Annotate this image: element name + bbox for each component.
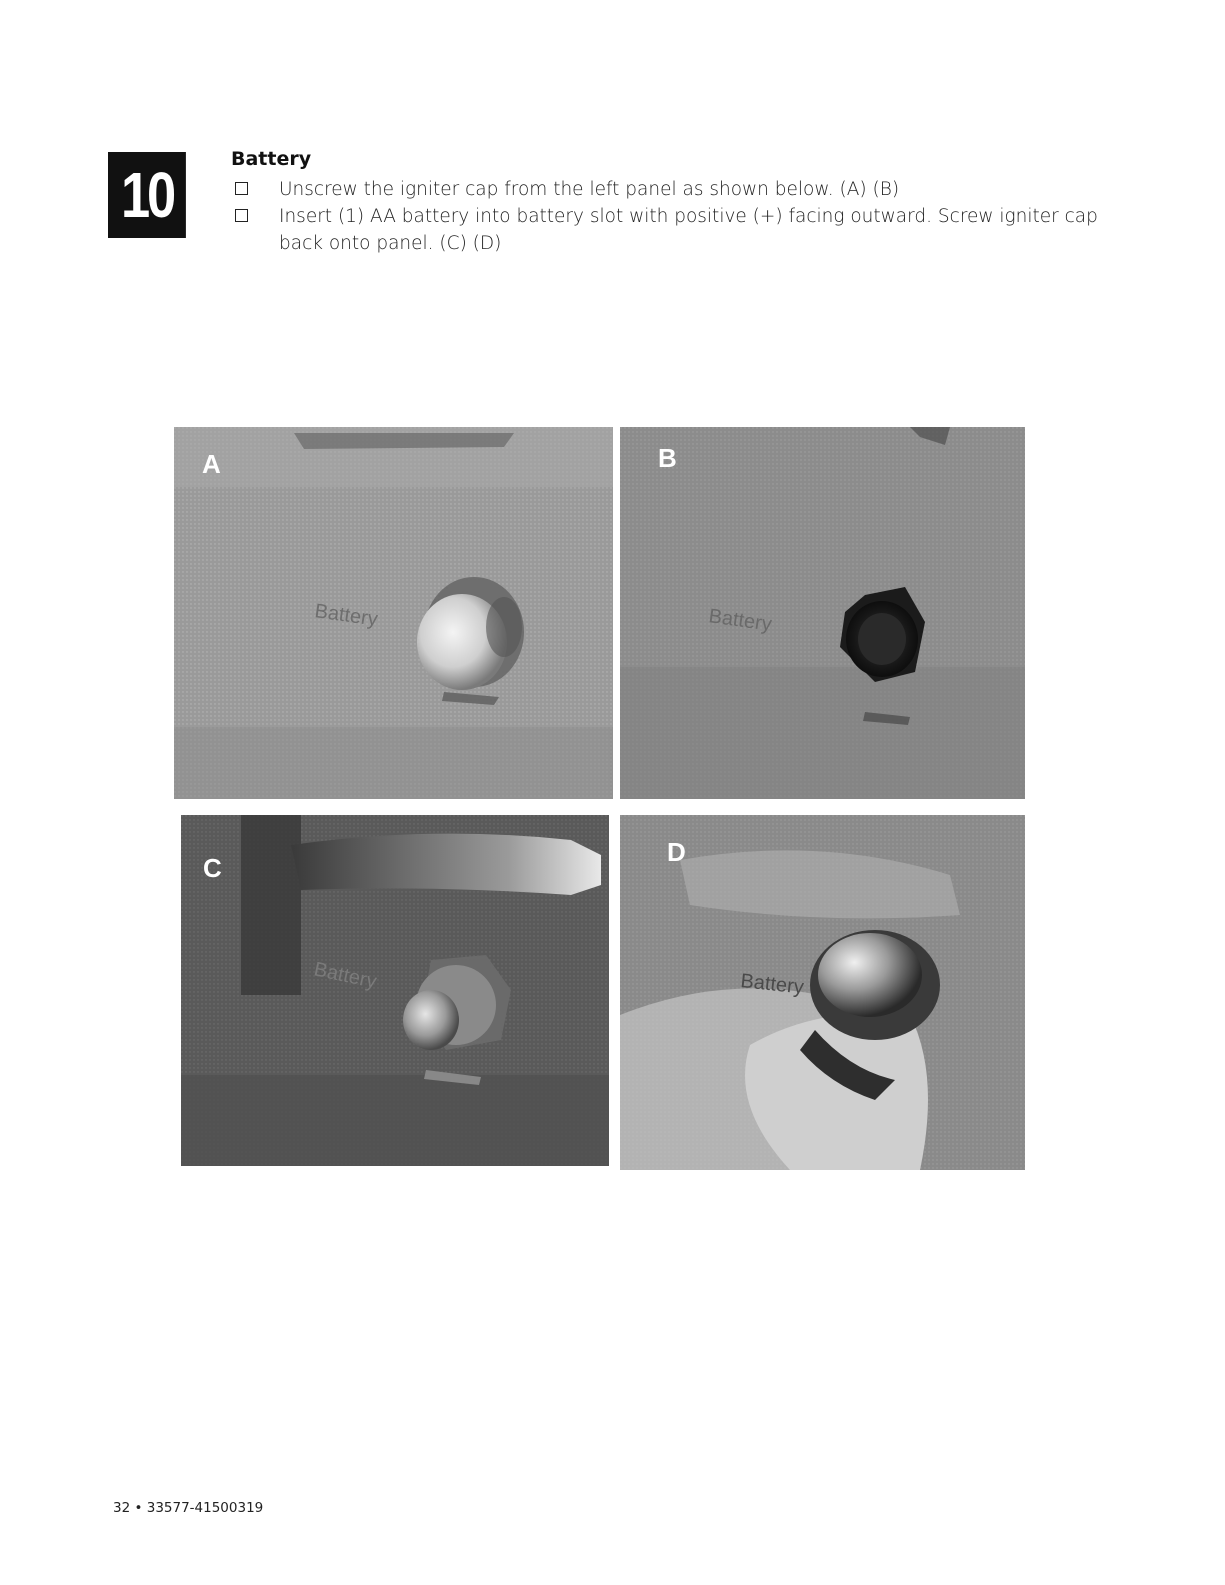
photo-c-panel-label: Battery [311,958,379,994]
photo-d-panel-label: Battery [739,970,805,999]
instruction-text: Insert (1) AA battery into battery slot with positive (+) facing outward. Screw igniter cap back onto panel. (C) (D) [279,206,1098,254]
section-title: Battery [231,148,312,170]
photo-b-panel-label: Battery [707,605,774,636]
photo-a [174,427,613,799]
photo-a-image [174,427,613,799]
photo-a-letter: A [202,449,221,479]
step-number: 10 [121,159,173,231]
checkbox-icon [235,209,248,222]
photo-d-image [620,815,1025,1170]
photo-d [620,815,1025,1170]
photo-a-panel-label: Battery [313,600,380,631]
instruction-item [231,203,1111,257]
photo-c-image [181,815,609,1166]
checkbox-icon [235,182,248,195]
instruction-text: Unscrew the igniter cap from the left panel as shown below. (A) (B) [279,179,900,200]
instruction-list [231,176,1111,257]
photo-c-letter: C [203,853,222,883]
step-number-badge [108,152,186,238]
photo-b-letter: B [658,443,677,473]
photo-c [181,815,609,1166]
page-footer-reference: 32 • 33577-41500319 [113,1500,264,1516]
photo-b [620,427,1025,799]
photo-b-image [620,427,1025,799]
photo-d-letter: D [667,837,686,867]
instruction-item [231,176,1111,203]
